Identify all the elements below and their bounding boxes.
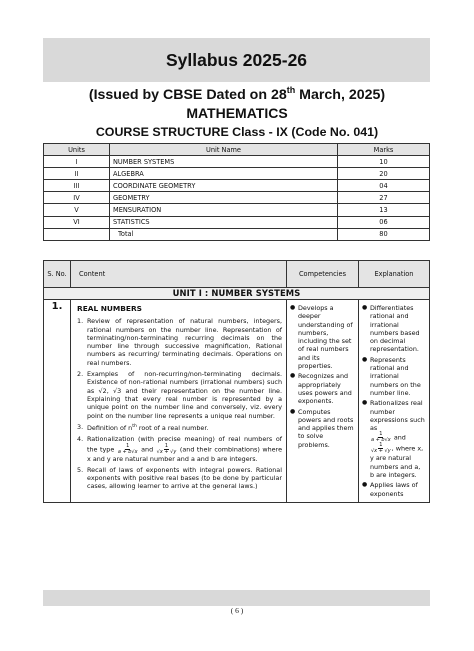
topic-title: REAL NUMBERS [77, 304, 142, 313]
point-number: 5. [77, 465, 84, 474]
bullet-icon: ● [362, 399, 368, 407]
list-item [362, 481, 425, 498]
point-text-part: and their representation on the number line. Explaining that every real number is represented by a unique point on the number line and conversely, viz. every point on the number line represents a unique real number. [87, 386, 282, 420]
unit-number: I [44, 156, 110, 168]
competency-text: Recognizes and appropriately uses powers and exponents. [298, 372, 352, 406]
issued-line [0, 86, 474, 104]
explanation-text: Represents rational and irrational numbers on the number line. [370, 355, 421, 397]
course-structure-title: COURSE STRUCTURE Class - IX (Code No. 041) [95, 125, 379, 139]
explanation-cell [359, 300, 430, 503]
unit-number: VI [44, 216, 110, 228]
fraction-numerator: 1 [379, 431, 383, 438]
explanation-text [370, 399, 425, 479]
list-item [290, 408, 354, 449]
point-text-part: root of a real number. [136, 423, 209, 432]
point-text-part: Examples of non-recurring/non-terminating decimals. Existence of non-rational numbers (irrational numbers) such as [87, 370, 282, 395]
row-sno: 1. [44, 300, 71, 503]
total-row [44, 228, 430, 240]
banner-title: Syllabus 2025-26 [165, 49, 308, 70]
root-two: √2 [98, 386, 107, 395]
list-item [362, 304, 425, 354]
fraction [118, 444, 138, 455]
fraction-numerator: 1 [164, 442, 169, 449]
point-text [87, 435, 282, 463]
content-table-header [44, 261, 430, 288]
content-point [77, 423, 282, 432]
content-point [77, 370, 282, 420]
unit-number: III [44, 180, 110, 192]
point-text-part: , [106, 386, 114, 395]
table-row [44, 216, 430, 228]
explanation-part: , where x, y are natural numbers and a, b are integers. [370, 444, 424, 480]
table-row [44, 168, 430, 180]
list-item [362, 356, 425, 397]
point-text: Review of representation of natural numbers, integers, rational numbers on the number line. Representation of terminating/non-terminating recurring decimals on the number line through successive magnification, Rational numbers as recurring/ terminating decimals. Operations on real numbers. [87, 317, 282, 367]
content-point [77, 435, 282, 463]
total-blank-cell [44, 228, 110, 240]
total-label: Total [110, 228, 338, 240]
footer-bar [43, 590, 430, 606]
fraction-denominator: a + b√x [371, 437, 391, 444]
bullet-icon: ● [290, 304, 296, 311]
fraction [371, 443, 391, 454]
fraction-numerator: 1 [379, 442, 383, 449]
unit-name: NUMBER SYSTEMS [110, 156, 338, 168]
table-row [44, 192, 430, 204]
header-marks: Marks [338, 144, 430, 156]
root-three: √3 [113, 386, 122, 395]
unit-name: COORDINATE GEOMETRY [110, 180, 338, 192]
table-row [44, 300, 430, 503]
table-row [44, 204, 430, 216]
point-text [87, 423, 208, 432]
point-text-part: Definition of n [87, 423, 133, 432]
unit-name: STATISTICS [110, 216, 338, 228]
point-text [87, 370, 282, 420]
unit-name: GEOMETRY [110, 192, 338, 204]
unit-title: UNIT I : NUMBER SYSTEMS [44, 288, 430, 300]
subject-title: MATHEMATICS [186, 105, 288, 121]
list-item [362, 399, 425, 479]
point-number: 3. [77, 422, 84, 431]
competency-text: Computes powers and roots and applies them to solve problems. [298, 407, 354, 449]
header-sno: S. No. [44, 261, 71, 288]
issued-text-pre: (Issued by CBSE Dated on 28 [88, 87, 287, 103]
unit-marks: 13 [338, 204, 430, 216]
unit-number: IV [44, 192, 110, 204]
unit-marks: 20 [338, 168, 430, 180]
point-text-part: and [138, 445, 156, 454]
fraction-denominator: a + b√x [117, 448, 138, 455]
point-number: 4. [77, 435, 84, 444]
bullet-icon: ● [290, 372, 296, 380]
explanation-part: Rationalizes real number expressions such as [370, 399, 425, 433]
header-units: Units [44, 144, 110, 156]
syllabus-banner [43, 38, 430, 82]
course-content-table [43, 260, 430, 503]
units-table-header [44, 144, 430, 156]
content-point [77, 317, 282, 367]
unit-name: ALGEBRA [110, 168, 338, 180]
competency-text: Develops a deeper understanding of numbers, including the set of real numbers and its properties. [298, 304, 353, 371]
page-number: ( 6 ) [230, 606, 244, 615]
fraction [157, 444, 177, 455]
list-item [290, 372, 354, 405]
unit-number: II [44, 168, 110, 180]
fraction-numerator: 1 [126, 442, 130, 449]
bullet-icon: ● [362, 304, 368, 311]
point-text: Recall of laws of exponents with integral powers. Rational exponents with positive real bases (to be done by particular cases, allowing learner to arrive at the general laws.) [87, 465, 282, 491]
bullet-icon: ● [362, 481, 368, 489]
units-marks-table [43, 143, 430, 241]
table-row [44, 156, 430, 168]
point-number: 1. [77, 317, 84, 326]
bullet-icon: ● [290, 407, 296, 415]
nth-sup: th [132, 423, 137, 429]
total-marks: 80 [338, 228, 430, 240]
list-item [290, 304, 354, 370]
unit-marks: 27 [338, 192, 430, 204]
header-unit-name: Unit Name [110, 144, 338, 156]
header-content: Content [71, 261, 287, 288]
table-row [44, 180, 430, 192]
header-competencies: Competencies [287, 261, 359, 288]
content-cell [71, 300, 287, 503]
unit-marks: 06 [338, 216, 430, 228]
issued-text-post: March, 2025) [295, 87, 386, 103]
competencies-cell [287, 300, 359, 503]
unit-title-row [44, 288, 430, 300]
explanation-part: and [393, 433, 406, 442]
point-text-part: (and their combinations) where x and y are natural number and a and b are integers. [87, 445, 282, 463]
unit-marks: 10 [338, 156, 430, 168]
fraction-denominator: √x + √y [156, 448, 177, 455]
issued-sup: th [286, 85, 296, 95]
unit-number: V [44, 204, 110, 216]
unit-marks: 04 [338, 180, 430, 192]
header-explanation: Explanation [359, 261, 430, 288]
fraction-denominator: √x + √y [371, 448, 391, 455]
content-point [77, 466, 282, 491]
explanation-text: Differentiates rational and irrational numbers based on decimal representation. [370, 304, 420, 354]
point-text-part: Rationalization (with precise meaning) of real numbers of the type [87, 435, 282, 454]
bullet-icon: ● [362, 355, 368, 363]
unit-name: MENSURATION [110, 204, 338, 216]
point-number: 2. [77, 370, 84, 379]
explanation-text: Applies laws of exponents [370, 481, 418, 498]
